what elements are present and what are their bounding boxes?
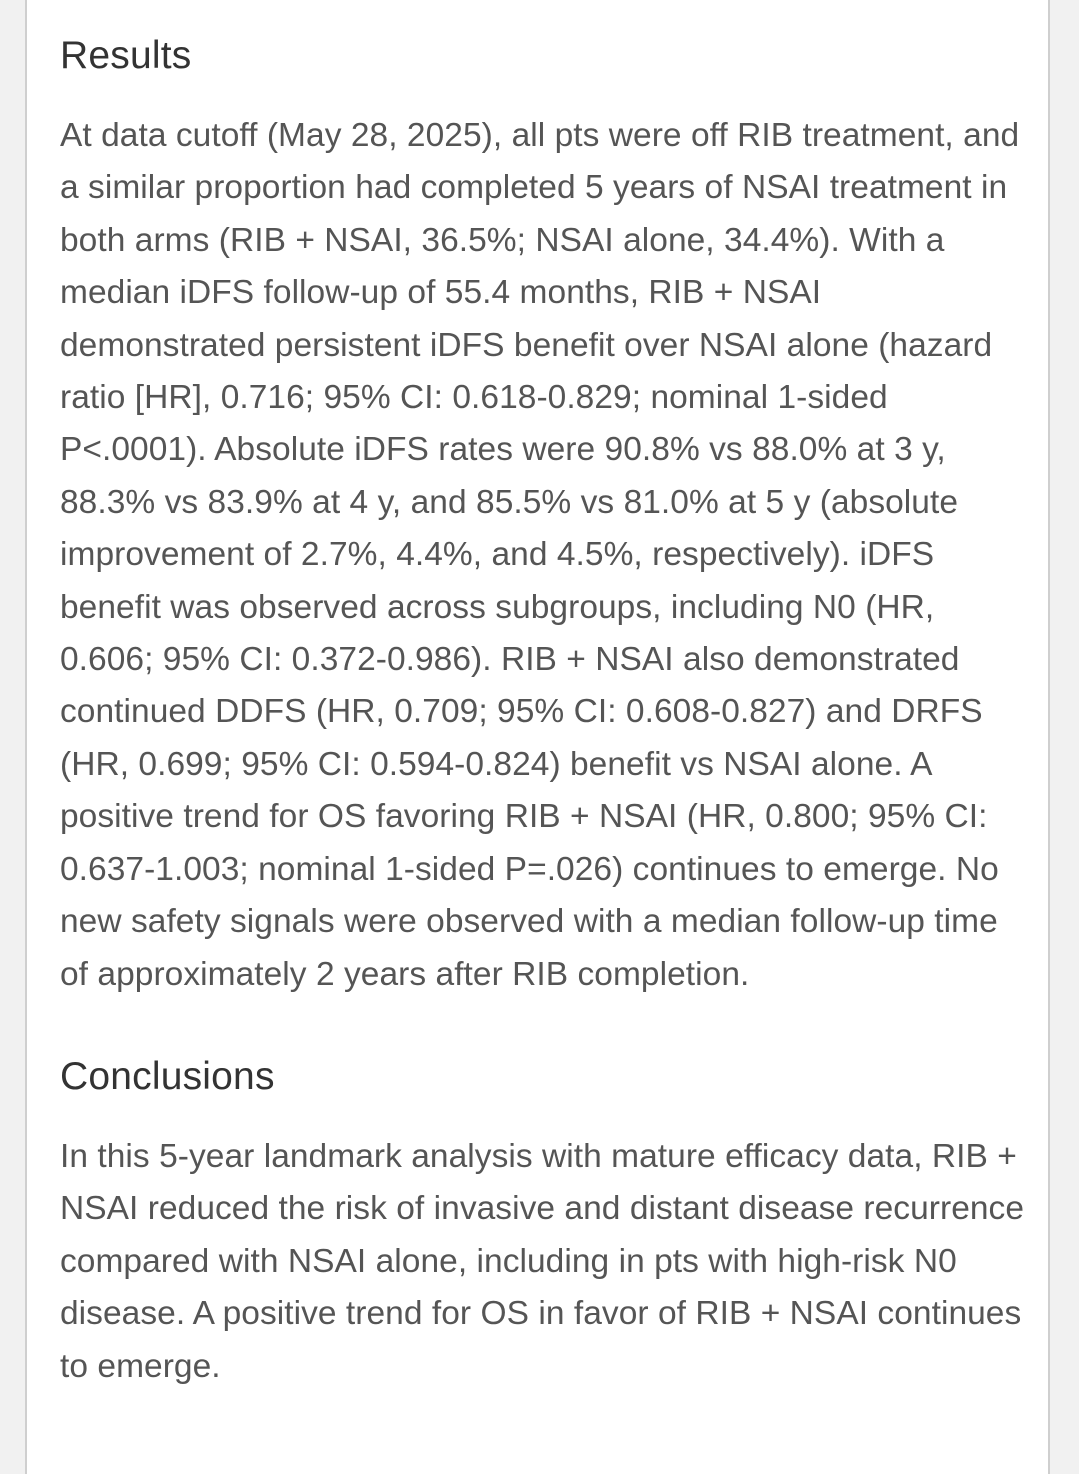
abstract-card <box>25 0 1050 1474</box>
conclusions-heading: Conclusions <box>60 1054 275 1098</box>
conclusions-paragraph: In this 5-year landmark analysis with mature efficacy data, RIB + NSAI reduced the risk of invasive and distant disease recurrence compared with NSAI alone, including in pts with high-risk N0 disease. A positive trend for OS in favor of RIB + NSAI continues to emerge. <box>60 1137 1025 1385</box>
abstract-content <box>60 0 1030 1393</box>
results-paragraph: At data cutoff (May 28, 2025), all pts were off RIB treatment, and a similar proportion had completed 5 years of NSAI treatment in both arms (RIB + NSAI, 36.5%; NSAI alone, 34.4%). With a median iDFS follow-up of 55.4 months, RIB + NSAI demonstrated persistent iDFS benefit over NSAI alone (hazard ratio [HR], 0.716; 95% CI: 0.618-0.829; nominal 1-sided P<.0001). Absolute iDFS rates were 90.8% vs 88.0% at 3 y, 88.3% vs 83.9% at 4 y, and 85.5% vs 81.0% at 5 y (absolute improvement of 2.7%, 4.4%, and 4.5%, respectively). iDFS benefit was observed across subgroups, including N0 (HR, 0.606; 95% CI: 0.372-0.986). RIB + NSAI also demonstrated continued DDFS (HR, 0.709; 95% CI: 0.608-0.827) and DRFS (HR, 0.699; 95% CI: 0.594-0.824) benefit vs NSAI alone. A positive trend for OS favoring RIB + NSAI (HR, 0.800; 95% CI: 0.637-1.003; nominal 1-sided P=.026) continues to emerge. No new safety signals were observed with a median follow-up time of approximately 2 years after RIB completion. <box>60 117 1020 993</box>
results-heading: Results <box>60 34 192 77</box>
